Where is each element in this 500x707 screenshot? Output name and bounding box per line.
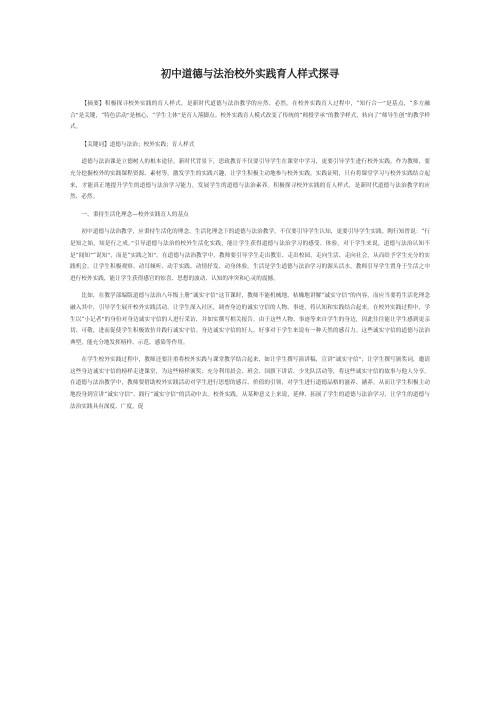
abstract-paragraph: 【摘要】积极探寻校外实践的育人样式，是新时代道德与法治教学的应然、必然。在校外实践育人过程中，“知行合一”是基点，“多方融合”是关键，“特色活动”是核心，“学生主体”是育人落脚点。校外实践育人模式改变了传统的“师授学承”的教学样式，转向了“师导生创”的教学样式。 xyxy=(70,101,430,131)
body-paragraph: 初中道德与法治教学，应秉持生活化的理念。生活化理念下的道德与法治教学，不仅要引导学生认知，更要引导学生实践。陶行知曾说：“行是知之始，知是行之成。”引导道德与法治的校外生活化实践，能让学生获得道德与法治学习的感受、体验。对于学生来说，道德与法治认知不是“闻知”“说知”，而是“实践之知”。在道德与法治教学中，教师要引导学生走出教室、走出校园，走向生活、走向社会，从而给予学生充分的实践机会，让学生积极观察、动耳倾听、动手实践、动情抒发、动身体验。生活是学生道德与法治学习的源头活水。教师引导学生置身于生活之中进行校外实践，能让学生获得感官的惊喜、思想的波动、认知的冲突和心灵的震撼。 xyxy=(70,229,430,282)
body-paragraph: 比如，在教学部编版道德与法治八年级上册“诚实守信”这节课时，教师不能机械地、枯燥地讲解“诚实守信”的内容，而应当要将生活化理念融入其中，引导学生展开校外实践活动，让学生深入社区，调查身边的诚实守信的人物、事迹，将认知和实践结合起来。在校外实践过程中，学生以“小记者”的身份对身边诚实守信的人进行采访，并如实撰写相关报告。由于这些人物、事迹等来自学生的身边，因此往往能让学生感到更亲切、可敬，进而促使学生积极效仿并践行诚实守信。身边诚实守信的好人、好事对于学生来说有一种天然的感召力。这些诚实守信的道德与法治典型，能充分地发挥榜样、示范、感染等作用。 xyxy=(70,293,430,346)
page-title: 初中道德与法治校外实践育人样式探寻 xyxy=(160,68,340,80)
intro-paragraph: 道德与法治课是立德树人的根本途径。新时代背景下，思政教育不仅要引导学生在课堂中学习，更要引导学生进行校外实践。作为教师，要充分挖掘校外的实践课程资源、素材等，激发学生的实践兴趣，让学生积极主动地参与校外实践。实践证明，只有将课堂学习与校外实践结合起来，才能真正地提升学生的道德与法治学习能力，发展学生的道德与法治素养。积极探寻校外实践的育人样式，是新时代道德与法治教学的应然、必然。 xyxy=(70,159,430,201)
section-heading: 一、秉持生活化理念—校外实践育人的基点 xyxy=(81,211,189,218)
body-paragraph: 在学生校外实践过程中，教师还要注重将校外实践与课堂教学结合起来，如让学生撰写演讲稿，宣讲“诚实守信”；让学生撰写颁奖词，邀请这些身边诚实守信的榜样走进课堂，为这些榜样颁奖；充分利用晨会、班会、国旗下讲话、少先队活动等，将这些诚实守信的故事与他人分享。在道德与法治教学中，教师要借助校外实践活动对学生进行思想的感召、价值的引领，对学生进行道德品格的滋养、涵养。从而让学生积极主动地投身到宣讲“诚实守信”、践行“诚实守信”的活动中去。校外实践，从某种意义上来说，延伸、拓展了学生的道德与法治学习，让学生的道德与法治实践具有深度、广度，促 xyxy=(70,357,430,410)
keywords-line: 【关键词】道德与法治；校外实践；育人样式 xyxy=(81,141,195,148)
